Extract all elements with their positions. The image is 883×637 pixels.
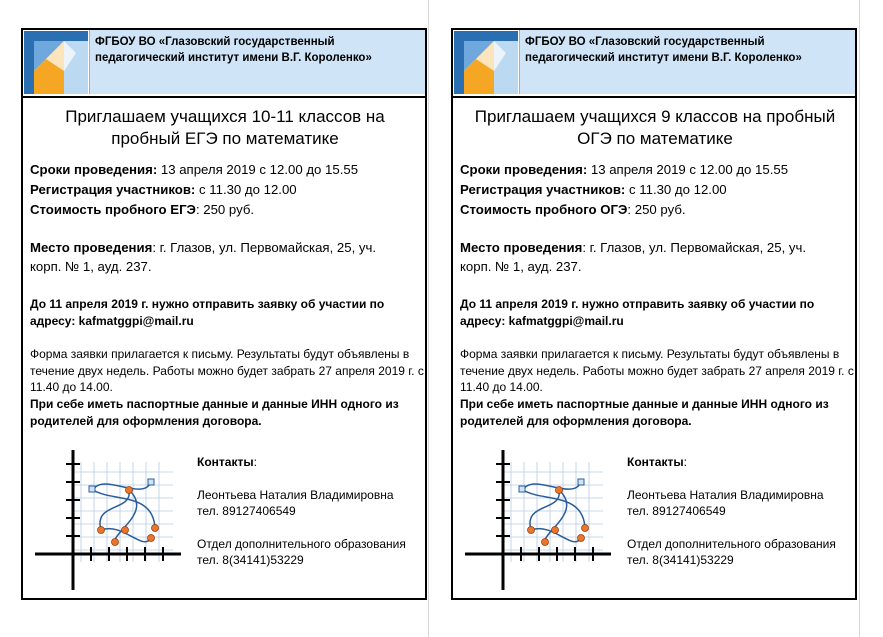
institute-logo-icon <box>24 31 88 94</box>
flyer-ege <box>21 28 427 600</box>
organization-name: ФГБОУ ВО «Глазовский государственный педагогический институт имени В.Г. Короленко» <box>525 36 802 64</box>
contacts-heading <box>627 454 855 471</box>
venue-label: Место проведения <box>30 240 153 255</box>
venue-block <box>460 238 840 276</box>
contacts-colon: : <box>253 455 257 469</box>
cost-label: Стоимость пробного ЕГЭ <box>30 202 196 217</box>
department-phone: тел. 8(34141)53229 <box>197 553 304 567</box>
venue-block <box>30 238 410 276</box>
cost-value: : 250 руб. <box>627 202 686 217</box>
venue-label: Место проведения <box>460 240 583 255</box>
institute-logo-icon <box>454 31 518 94</box>
department-phone: тел. 8(34141)53229 <box>627 553 734 567</box>
flyer-header <box>23 30 425 98</box>
flyer-header <box>453 30 855 98</box>
contacts-heading <box>197 454 425 471</box>
venue-address: : г. Глазов, ул. Первомайская, 25, уч. корп. № 1, ауд. 237. <box>30 240 377 274</box>
application-form-note: Форма заявки прилагается к письму. Результаты будут объявлены в течение двух недель. Работы можно будет забрать 27 апреля 2019 г. с 11.40 до 14.00. <box>460 347 854 394</box>
registration-value: с 11.30 до 12.00 <box>195 182 297 197</box>
dates-line <box>30 160 358 179</box>
registration-line <box>460 180 727 199</box>
venue-address: : г. Глазов, ул. Первомайская, 25, уч. корп. № 1, ауд. 237. <box>460 240 807 274</box>
contacts-label: Контакты <box>197 455 254 469</box>
contact-person-name: Леонтьева Наталия Владимировна <box>627 487 824 502</box>
registration-label: Регистрация участников: <box>460 182 626 197</box>
passport-note: При себе иметь паспортные данные и данные ИНН одного из родителей для оформления договора. <box>460 397 829 428</box>
department-name: Отдел дополнительного образования <box>627 536 836 551</box>
dates-label: Сроки проведения: <box>30 162 158 177</box>
coordinate-graph-icon <box>33 442 183 592</box>
cost-value: : 250 руб. <box>195 202 255 217</box>
organization-name: ФГБОУ ВО «Глазовский государственный педагогический институт имени В.Г. Короленко» <box>95 36 372 64</box>
contact-person-phone: тел. 89127406549 <box>197 504 296 518</box>
dates-line <box>460 160 788 179</box>
application-form-note: Форма заявки прилагается к письму. Результаты будут объявлены в течение двух недель. Работы можно будет забрать 27 апреля 2019 г. с 11.40 до 14.00. <box>30 347 424 394</box>
cost-line <box>30 200 254 219</box>
contacts-colon: : <box>683 455 687 469</box>
contact-person-name: Леонтьева Наталия Владимировна <box>197 487 394 502</box>
invitation-title: Приглашаем учащихся 9 классов на пробный ОГЭ по математике <box>474 107 836 148</box>
contact-person-phone: тел. 89127406549 <box>627 504 726 518</box>
contacts-block <box>197 454 425 569</box>
registration-line <box>30 180 297 199</box>
application-deadline: До 11 апреля 2019 г. нужно отправить заявку об участии по адресу: kafmatggpi@mail.ru <box>30 297 385 328</box>
dates-label: Сроки проведения: <box>460 162 588 177</box>
contacts-block <box>627 454 855 569</box>
invitation-title: Приглашаем учащихся 10-11 классов на пробный ЕГЭ по математике <box>65 107 385 148</box>
registration-label: Регистрация участников: <box>30 182 196 197</box>
department-name: Отдел дополнительного образования <box>197 536 406 551</box>
dates-value: 13 апреля 2019 с 12.00 до 15.55 <box>587 162 789 177</box>
registration-value: с 11.30 до 12.00 <box>625 182 727 197</box>
cost-label: Стоимость пробного ОГЭ <box>460 202 628 217</box>
application-deadline: До 11 апреля 2019 г. нужно отправить заявку об участии по адресу: kafmatggpi@mail.ru <box>460 297 815 328</box>
dates-value: 13 апреля 2019 с 12.00 до 15.55 <box>157 162 359 177</box>
coordinate-graph-icon <box>463 442 613 592</box>
cost-line <box>460 200 686 219</box>
passport-note: При себе иметь паспортные данные и данные ИНН одного из родителей для оформления договора. <box>30 397 399 428</box>
flyer-oge <box>451 28 857 600</box>
contacts-label: Контакты <box>627 455 684 469</box>
